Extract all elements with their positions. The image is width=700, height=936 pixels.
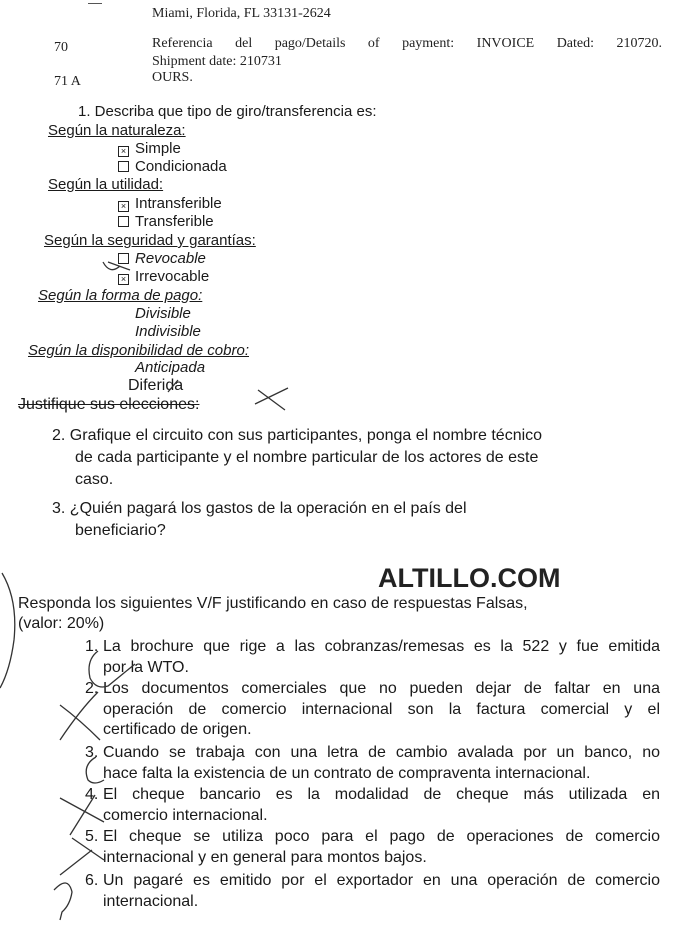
field-value: Shipment date: 210731 (152, 54, 282, 69)
vf-item-text: certificado de origen. (103, 721, 252, 738)
option: Anticipada (135, 359, 206, 376)
question-2-line: de cada participante y el nombre particular de los actores de este (75, 449, 539, 466)
check-mark (89, 651, 135, 687)
justify-prompt: Justifique sus elecciones: (18, 396, 200, 413)
x-mark (60, 795, 104, 835)
vf-item-number: 6. (85, 872, 99, 889)
vf-item-text: operación de comercio internacional son la factura comercial y el (103, 700, 660, 718)
vf-item-number: 3. (85, 744, 99, 761)
question-3: 3. ¿Quién pagará los gastos de la operación en el país del (52, 500, 467, 517)
x-mark (60, 692, 100, 740)
question-3-line: beneficiario? (75, 522, 166, 539)
question-2: 2. Grafique el circuito con sus participantes, ponga el nombre técnico (52, 427, 543, 444)
vf-item-text: comercio internacional. (103, 806, 268, 824)
question-2-line: caso. (75, 471, 114, 488)
group-label: Según la utilidad: (48, 176, 164, 193)
option-label: Condicionada (135, 158, 227, 175)
vf-item-number: 5. (85, 828, 99, 845)
vf-item-text: por la WTO. (103, 658, 189, 676)
option: Diferida (128, 377, 184, 394)
vf-item-text: Un pagaré es emitido por el exportador en una operación de comercio (103, 872, 660, 889)
vf-item-text: El cheque se utiliza poco para el pago de operaciones de comercio (103, 828, 660, 845)
checkbox-checked-icon: × (118, 274, 129, 285)
question-1-title: 1. Describa que tipo de giro/transferencia es: (78, 103, 377, 120)
field-code: 71 A (54, 74, 81, 89)
vf-intro: Responda los siguientes V/F justificando en caso de respuestas Falsas, (18, 595, 528, 612)
address: Miami, Florida, FL 33131-2624 (152, 6, 331, 21)
vf-item-number: 1. (85, 638, 99, 655)
field-code: 70 (54, 40, 68, 55)
option-label: Irrevocable (135, 268, 210, 285)
field-value: Referencia del pago/Details of payment: INVOICE Dated: 210720. (152, 36, 662, 51)
vf-item-text: El cheque bancario es la modalidad de cheque más utilizada en (103, 786, 660, 803)
group-label: Según la seguridad y garantías: (44, 232, 256, 249)
option-label: Intransferible (135, 195, 222, 212)
option-label: Simple (135, 140, 181, 157)
vf-item-number: 4. (85, 786, 99, 803)
bracket-mark (0, 573, 15, 688)
watermark-logo: ALTILLO.COM (378, 563, 561, 593)
option: Divisible (135, 305, 191, 322)
vf-intro-value: (valor: 20%) (18, 615, 105, 632)
option: Indivisible (135, 323, 201, 340)
vf-item-text: hace falta la existencia de un contrato de compraventa internacional. (103, 764, 591, 782)
x-mark (60, 838, 104, 875)
vf-item-text: internacional. (103, 892, 199, 910)
vf-item-text: La brochure que rige a las cobranzas/remesas es la 522 y fue emitida (103, 638, 660, 655)
bracket-mark (86, 757, 104, 783)
x-mark (255, 388, 288, 410)
group-label: Según la naturaleza: (48, 122, 186, 139)
vf-item-text: Cuando se trabaja con una letra de cambio avalada por un banco, no (103, 744, 660, 761)
field-value: OURS. (152, 70, 193, 85)
checkbox-checked-icon: × (118, 201, 129, 212)
vf-item-number: 2. (85, 680, 99, 697)
question-mark (54, 883, 72, 920)
group-label: Según la disponibilidad de cobro: (28, 342, 249, 359)
option-label: Revocable (135, 250, 206, 267)
group-label: Según la forma de pago: (38, 287, 203, 304)
vf-item-text: internacional y en general para montos bajos. (103, 848, 427, 866)
cross-mark (103, 262, 130, 270)
checkbox-checked-icon: × (118, 146, 129, 157)
tick-mark (168, 380, 178, 392)
vf-item-text: Los documentos comerciales que no pueden dejar de faltar en una (103, 680, 660, 697)
option-label: Transferible (135, 213, 214, 230)
